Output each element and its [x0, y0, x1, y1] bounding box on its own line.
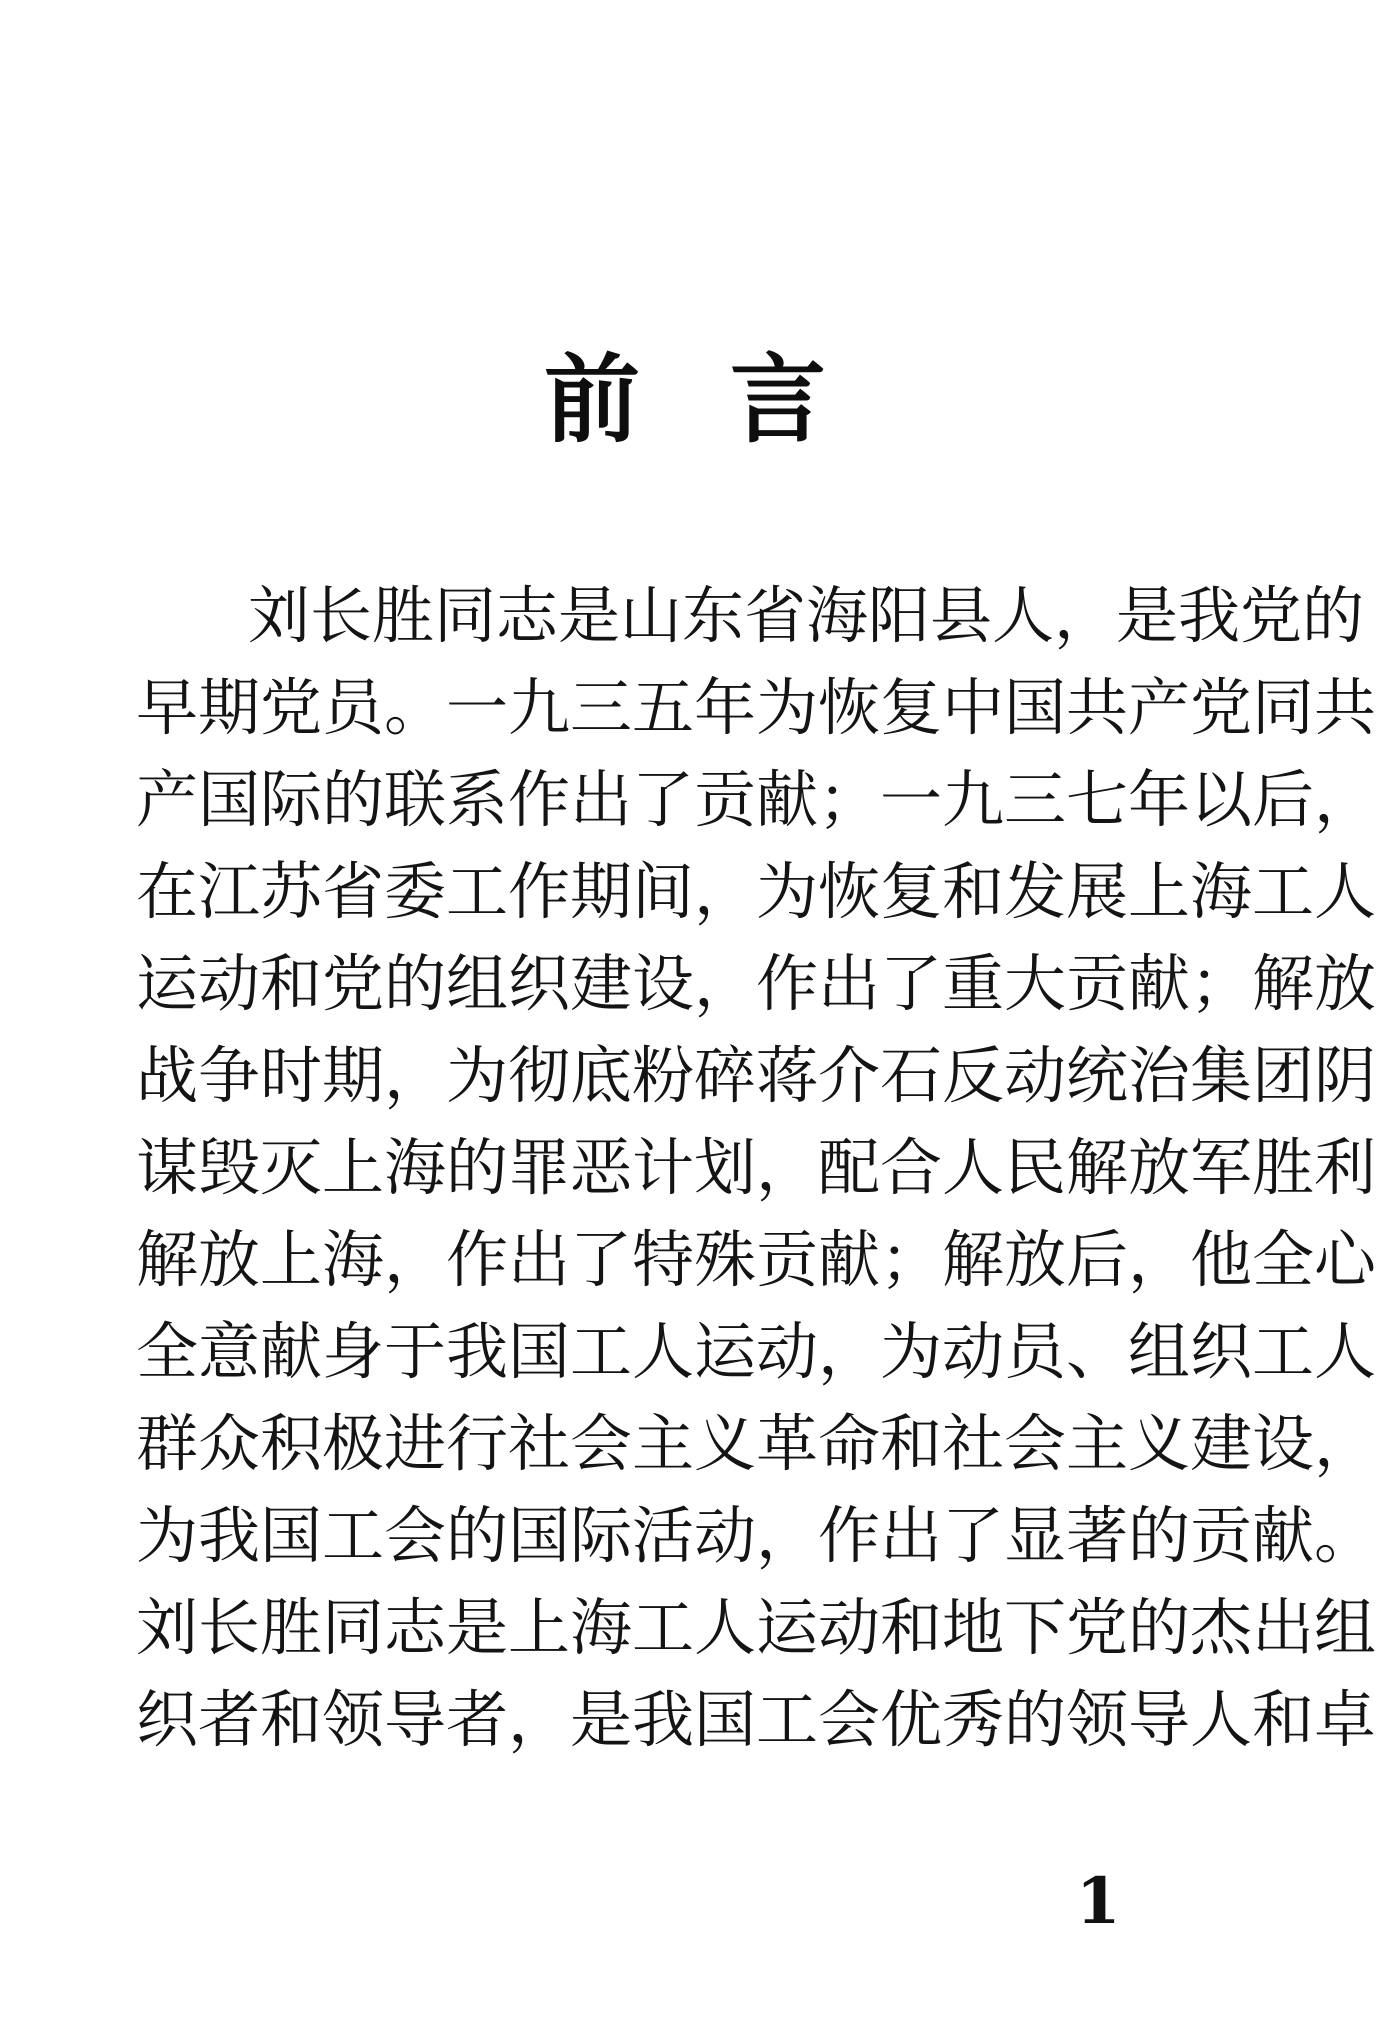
- text-line: 刘长胜同志是山东省海阳县人，是我党的: [248, 579, 1365, 652]
- text-line: 全意献身于我国工人运动，为动员、组织工人: [136, 1315, 1376, 1388]
- text-line: 刘长胜同志是上海工人运动和地下党的杰出组: [136, 1591, 1376, 1664]
- text-line: 运动和党的组织建设，作出了重大贡献；解放: [136, 947, 1376, 1020]
- text-line: 群众积极进行社会主义革命和社会主义建设，: [136, 1407, 1376, 1480]
- text-line: 产国际的联系作出了贡献；一九三七年以后，: [136, 763, 1376, 836]
- text-line: 织者和领导者，是我国工会优秀的领导人和卓: [136, 1683, 1376, 1756]
- text-line: 早期党员。一九三五年为恢复中国共产党同共: [136, 671, 1376, 744]
- text-line: 解放上海，作出了特殊贡献；解放后，他全心: [136, 1223, 1376, 1296]
- page-title: 前言: [544, 344, 916, 456]
- page-number: 1: [1076, 1864, 1121, 1939]
- text-line: 在江苏省委工作期间，为恢复和发展上海工人: [136, 855, 1376, 928]
- text-line: 为我国工会的国际活动，作出了显著的贡献。: [136, 1499, 1376, 1572]
- text-line: 战争时期，为彻底粉碎蒋介石反动统治集团阴: [136, 1039, 1376, 1112]
- text-line: 谋毁灭上海的罪恶计划，配合人民解放军胜利: [136, 1131, 1376, 1204]
